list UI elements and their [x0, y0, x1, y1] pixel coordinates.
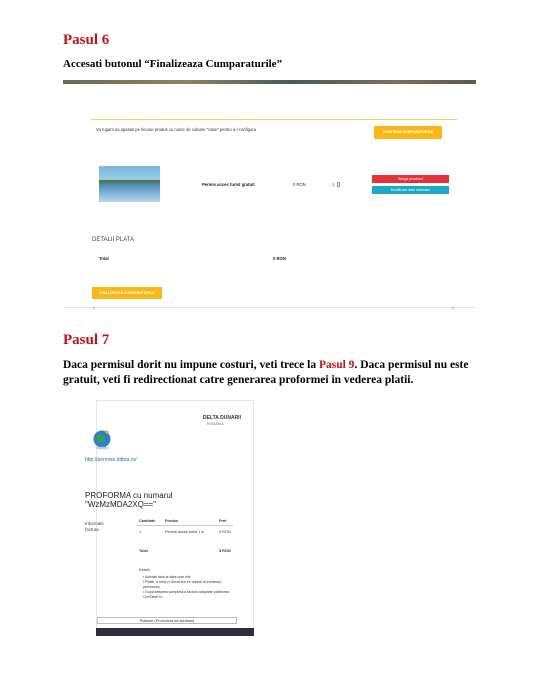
cart-screenshot: [63, 80, 476, 315]
proforma-title: [85, 491, 173, 509]
cart-notice: Va rugam sa apasati pe fiecare produs cu nume de culoare "rosie" pentru a-l configura: [96, 127, 257, 132]
product-image: [99, 166, 160, 202]
product-price: 0 RON: [293, 182, 306, 187]
row-quantity: 1: [139, 530, 142, 534]
total-value: 0 RON: [273, 256, 286, 261]
scroll-left-arrow[interactable]: ‹: [93, 306, 95, 312]
divider: [91, 119, 457, 120]
proforma-number: "WzMzMDA2XQ==": [85, 500, 157, 509]
scroll-right-arrow[interactable]: ›: [452, 306, 454, 312]
column-product: Produs: [165, 519, 179, 523]
proforma-total-label: Total: [139, 549, 148, 553]
company-name: DELTA DUNARII: [203, 415, 241, 421]
step7-link-step9[interactable]: Pasul 9: [318, 359, 355, 371]
finalize-shopping-button[interactable]: FINALIZEAZA CUMPARATURILE: [92, 287, 162, 299]
table-divider: [137, 525, 233, 526]
invoice-info-label-line2: factura: [85, 527, 99, 532]
delete-product-button[interactable]: Sterge produsul: [372, 175, 449, 183]
proforma-title-line1: PROFORMA cu numarul: [85, 491, 173, 500]
scrollbar-track[interactable]: [63, 307, 476, 308]
payment-details-heading: DETALII PLATA: [92, 237, 135, 243]
product-quantity[interactable]: 1: [332, 182, 335, 187]
step7-paragraph: [63, 358, 483, 388]
details-heading: Detalii: [139, 568, 150, 572]
step7-text-part1: Daca permisul dorit nu impune costuri, veti trece la: [63, 359, 319, 371]
proforma-screenshot: [85, 400, 254, 636]
column-price: Pret: [219, 519, 227, 523]
continue-shopping-button[interactable]: CONTINUA CUMPARATURILE: [374, 126, 442, 139]
step7-title: Pasul 7: [63, 332, 110, 348]
globe-logo-icon: [91, 427, 113, 456]
pay-procedure-button[interactable]: Plateste (Procedura de achitare): [97, 617, 237, 624]
details-item: • Dupa afisarea completa a facturii adaptate platforma GovTabel.ro: [143, 590, 229, 599]
invoice-info-label-line1: Informatii: [85, 521, 104, 526]
proforma-total-value: 5 RON: [219, 549, 231, 553]
product-name[interactable]: Permis acces turist gratuit: [202, 182, 255, 187]
bottom-dark-bar: [96, 628, 254, 636]
row-product: Permis acces turist 1 zi: [165, 530, 205, 534]
details-list: [143, 575, 235, 600]
company-country: ROMANIA: [207, 422, 224, 426]
column-quantity: Cantitate: [139, 519, 156, 523]
details-item: • Platiti, a treia zi Generare se repare la emiterea permisului: [143, 580, 221, 589]
details-item: • Achitati taxa la data unei zile: [143, 575, 191, 579]
step6-title: Pasul 6: [63, 32, 110, 48]
header-banner-strip: [63, 80, 476, 84]
row-price: 5 RON: [219, 530, 231, 534]
total-label: Total: [99, 256, 109, 261]
step7-text-part2: . Daca permisul nu este gratuit, veti fi redirectionat catre generarea proformei in vederea platii.: [63, 359, 469, 386]
quantity-stepper[interactable]: [337, 182, 340, 187]
invoice-info-label: [85, 521, 104, 533]
portal-url-link[interactable]: http://permise.ddbra.ro/: [85, 457, 137, 463]
step6-instruction: Accesati butonul “Finalizeaza Cumparaturile”: [63, 58, 283, 70]
modify-owner-button[interactable]: Modificare date detinator: [372, 186, 449, 194]
